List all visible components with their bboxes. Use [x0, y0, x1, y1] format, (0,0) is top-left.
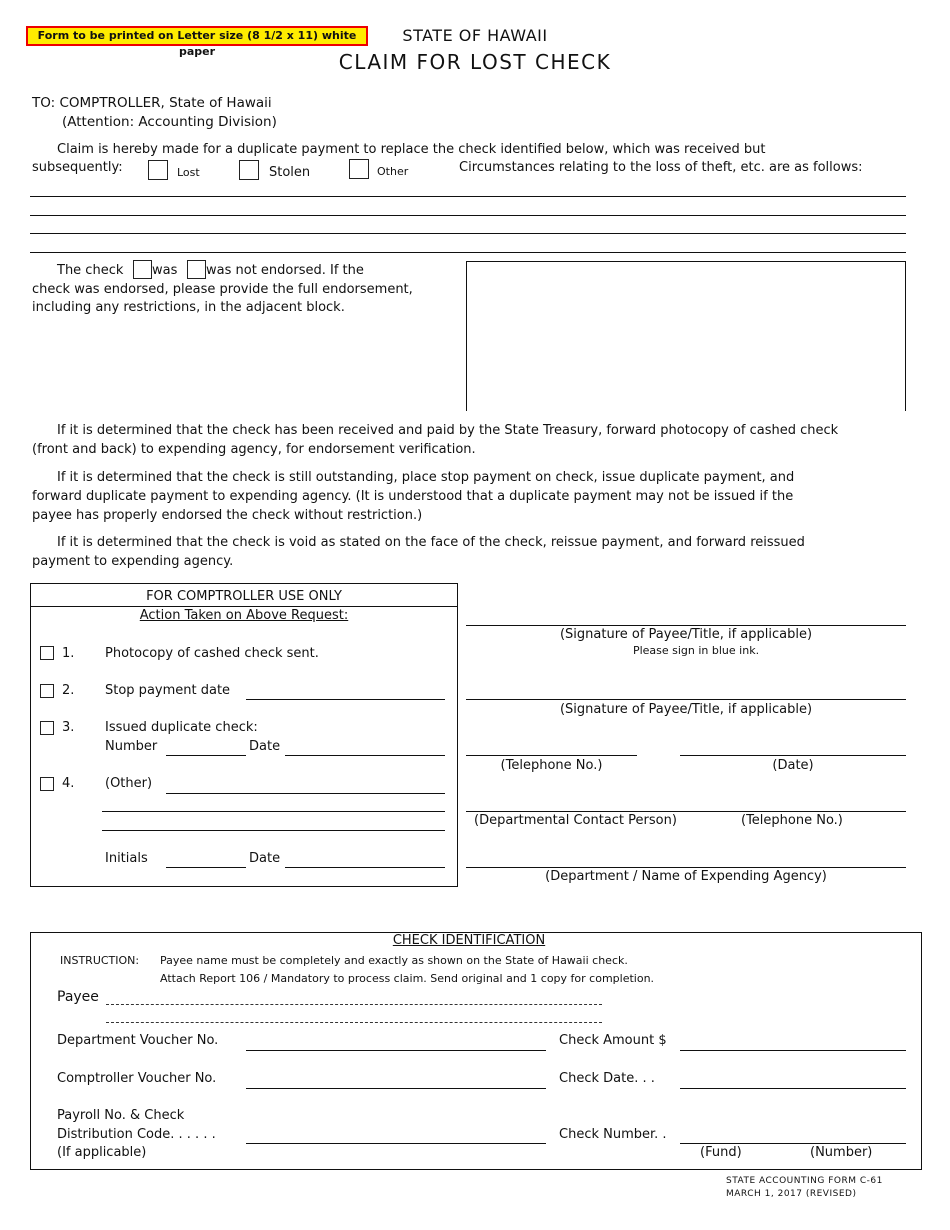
item-4-label: (Other) [105, 776, 153, 791]
stop-payment-date-field[interactable] [246, 699, 445, 700]
number-sub-label: (Number) [810, 1145, 873, 1160]
payroll-label-1: Payroll No. & Check [57, 1108, 185, 1123]
item-3-label: Issued duplicate check: [105, 720, 258, 735]
payee-field-1[interactable] [106, 1004, 602, 1005]
form-date: MARCH 1, 2017 (REVISED) [726, 1189, 857, 1199]
stolen-label: Stolen [269, 165, 311, 180]
date-label: Date [249, 739, 281, 754]
the-check-label: The check [57, 263, 124, 278]
signature-label-1: (Signature of Payee/Title, if applicable) [559, 627, 813, 642]
instruction-label: INSTRUCTION: [60, 954, 140, 967]
payee-field-2[interactable] [106, 1022, 602, 1023]
other-field-3[interactable] [102, 830, 445, 831]
telephone-2-label: (Telephone No.) [741, 813, 843, 828]
item-4-number: 4. [62, 776, 75, 791]
attention-line: (Attention: Accounting Division) [62, 114, 277, 130]
contact-field[interactable] [466, 811, 906, 812]
other-field-2[interactable] [102, 811, 445, 812]
item-1-number: 1. [62, 646, 75, 661]
other-checkbox[interactable] [349, 159, 369, 179]
comptroller-box [30, 583, 458, 887]
instruction-line-1: Payee name must be completely and exactly as shown on the State of Hawaii check. [160, 954, 628, 967]
check-number-field[interactable] [680, 1143, 906, 1144]
lost-checkbox[interactable] [148, 160, 168, 180]
item-3-number: 3. [62, 720, 75, 735]
check-amount-label: Check Amount $ [559, 1033, 667, 1048]
date-field[interactable] [680, 755, 906, 756]
check-date-label: Check Date. . . [559, 1071, 655, 1086]
other-label: Other [377, 165, 409, 178]
initials-date-label: Date [249, 851, 281, 866]
duplicate-date-field[interactable] [285, 755, 445, 756]
lost-label: Lost [177, 166, 200, 179]
instruction-paragraph-2: If it is determined that the check is still outstanding, place stop payment on check, issue duplicate payment, and forward duplicate payment to expending agency. (It is understood that a duplicate payment may not be issued if the payee has properly endorsed the check without restriction.) [32, 470, 795, 523]
other-field-1[interactable] [166, 793, 445, 794]
endorse-line-2: check was endorsed, please provide the full endorsement, [32, 282, 413, 297]
payroll-label-3: (If applicable) [57, 1145, 147, 1160]
was-not-label: was not endorsed. If the [206, 263, 364, 278]
agency-field[interactable] [466, 867, 906, 868]
item-2-checkbox[interactable] [40, 684, 54, 698]
telephone-label: (Telephone No.) [500, 758, 603, 773]
stolen-checkbox[interactable] [239, 160, 259, 180]
item-1-label: Photocopy of cashed check sent. [105, 646, 319, 661]
circumstances-line-3[interactable] [30, 233, 906, 234]
was-label: was [152, 263, 178, 278]
item-3-checkbox[interactable] [40, 721, 54, 735]
item-4-checkbox[interactable] [40, 777, 54, 791]
circumstances-line-4[interactable] [30, 252, 906, 253]
instruction-line-2: Attach Report 106 / Mandatory to process claim. Send original and 1 copy for completion. [160, 972, 655, 985]
endorsement-block[interactable] [466, 261, 906, 411]
item-2-number: 2. [62, 683, 75, 698]
to-line: TO: COMPTROLLER, State of Hawaii [32, 95, 272, 111]
item-1-checkbox[interactable] [40, 646, 54, 660]
agency-label: (Department / Name of Expending Agency) [545, 869, 827, 884]
was-not-endorsed-checkbox[interactable] [187, 260, 206, 279]
comptroller-divider [30, 606, 458, 607]
dept-voucher-label: Department Voucher No. [57, 1033, 219, 1048]
signature-label-2: (Signature of Payee/Title, if applicable) [559, 702, 813, 717]
check-id-title: CHECK IDENTIFICATION [392, 933, 546, 948]
comp-voucher-label: Comptroller Voucher No. [57, 1071, 217, 1086]
circumstances-line-1[interactable] [30, 196, 906, 197]
was-endorsed-checkbox[interactable] [133, 260, 152, 279]
date-sig-label: (Date) [772, 758, 814, 773]
check-date-field[interactable] [680, 1088, 906, 1089]
payroll-field[interactable] [246, 1143, 546, 1144]
comptroller-subtitle: Action Taken on Above Request: [139, 608, 349, 623]
initials-label: Initials [105, 851, 148, 866]
circumstances-label: Circumstances relating to the loss of theft, etc. are as follows: [459, 160, 863, 175]
payroll-label-2: Distribution Code. . . . . . [57, 1127, 216, 1142]
claim-text: Claim is hereby made for a duplicate payment to replace the check identified below, which was received but [57, 142, 766, 157]
telephone-field[interactable] [466, 755, 637, 756]
state-heading: STATE OF HAWAII [402, 26, 548, 45]
dept-voucher-field[interactable] [246, 1050, 546, 1051]
comp-voucher-field[interactable] [246, 1088, 546, 1089]
endorse-line-3: including any restrictions, in the adjacent block. [32, 300, 345, 315]
check-number-label: Check Number. . [559, 1127, 667, 1142]
form-number: STATE ACCOUNTING FORM C-61 [726, 1176, 883, 1186]
fund-label: (Fund) [700, 1145, 742, 1160]
check-amount-field[interactable] [680, 1050, 906, 1051]
contact-label: (Departmental Contact Person) [474, 813, 677, 828]
initials-date-field[interactable] [285, 867, 445, 868]
circumstances-line-2[interactable] [30, 215, 906, 216]
print-notice: Form to be printed on Letter size (8 1/2 x 11) white paper [26, 26, 368, 46]
payee-label: Payee [57, 989, 99, 1005]
duplicate-number-field[interactable] [166, 755, 246, 756]
blue-ink-note: Please sign in blue ink. [632, 644, 760, 657]
comptroller-title: FOR COMPTROLLER USE ONLY [146, 589, 342, 604]
payee-signature-line-2[interactable] [466, 699, 906, 700]
instruction-paragraph-1: If it is determined that the check has been received and paid by the State Treasury, forward photocopy of cashed check (front and back) to expending agency, for endorsement verification. [32, 423, 839, 457]
payee-signature-line-1[interactable] [466, 625, 906, 626]
number-label: Number [105, 739, 158, 754]
subsequently-label: subsequently: [32, 160, 123, 175]
instruction-paragraph-3: If it is determined that the check is void as stated on the face of the check, reissue payment, and forward reissued payment to expending agency. [32, 535, 805, 569]
form-title: CLAIM FOR LOST CHECK [338, 50, 612, 74]
item-2-label: Stop payment date [105, 683, 231, 698]
initials-field[interactable] [166, 867, 246, 868]
